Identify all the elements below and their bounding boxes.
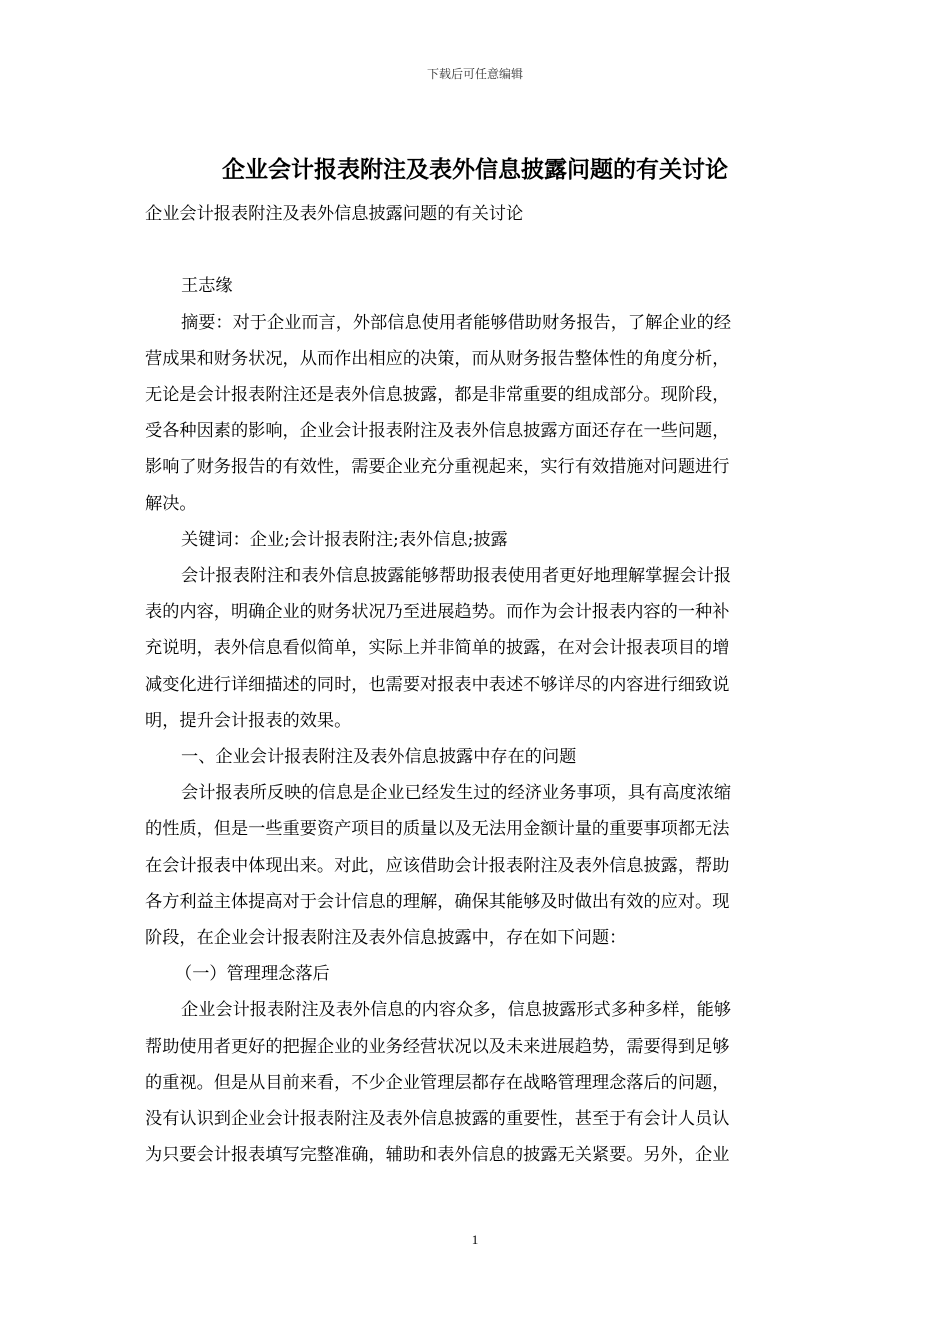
abstract-line: 摘要：对于企业而言，外部信息使用者能够借助财务报告，了解企业的经 bbox=[181, 312, 732, 333]
author-name: 王志缘 bbox=[181, 276, 233, 297]
paragraph-line: 帮助使用者更好的把握企业的业务经营状况以及未来进展趋势，需要得到足够 bbox=[145, 1036, 730, 1057]
abstract-line: 受各种因素的影响，企业会计报表附注及表外信息披露方面还存在一些问题， bbox=[145, 421, 730, 442]
paragraph-line: 的重视。但是从目前来看，不少企业管理层都存在战略管理理念落后的问题， bbox=[145, 1072, 730, 1093]
section-heading: 一、企业会计报表附注及表外信息披露中存在的问题 bbox=[181, 747, 577, 768]
paragraph-line: 的性质，但是一些重要资产项目的质量以及无法用金额计量的重要事项都无法 bbox=[145, 819, 730, 840]
header-note: 下载后可任意编辑 bbox=[426, 67, 523, 81]
subsection-heading: （一）管理理念落后 bbox=[175, 964, 330, 985]
paragraph-line: 各方利益主体提高对于会计信息的理解，确保其能够及时做出有效的应对。现 bbox=[145, 891, 730, 912]
document-body bbox=[145, 196, 808, 1173]
paragraph-line: 充说明，表外信息看似简单，实际上并非简单的披露，在对会计报表项目的增 bbox=[145, 638, 730, 659]
paragraph-line: 明，提升会计报表的效果。 bbox=[145, 710, 352, 731]
abstract-line: 无论是会计报表附注还是表外信息披露，都是非常重要的组成部分。现阶段， bbox=[145, 385, 730, 405]
blank-line bbox=[145, 232, 808, 268]
paragraph-line: 阶段，在企业会计报表附注及表外信息披露中，存在如下问题： bbox=[145, 928, 627, 949]
keywords-line: 关键词：企业;会计报表附注;表外信息;披露 bbox=[181, 529, 508, 550]
page-number: 1 bbox=[471, 1232, 479, 1247]
paragraph-line: 会计报表所反映的信息是企业已经发生过的经济业务事项，具有高度浓缩 bbox=[181, 783, 732, 804]
abstract-line: 解决。 bbox=[145, 493, 197, 514]
paragraph-line: 表的内容，明确企业的财务状况乃至进展趋势。而作为会计报表内容的一种补 bbox=[145, 602, 730, 623]
paragraph-line: 企业会计报表附注及表外信息的内容众多，信息披露形式多种多样，能够 bbox=[181, 1000, 732, 1021]
paragraph-line: 减变化进行详细描述的同时，也需要对报表中表述不够详尽的内容进行细致说 bbox=[145, 674, 730, 695]
abstract-line: 影响了财务报告的有效性，需要企业充分重视起来，实行有效措施对问题进行 bbox=[145, 457, 730, 478]
paragraph-line: 没有认识到企业会计报表附注及表外信息披露的重要性，甚至于有会计人员认 bbox=[145, 1109, 730, 1130]
abstract-line: 营成果和财务状况，从而作出相应的决策，而从财务报告整体性的角度分析， bbox=[145, 348, 730, 369]
document-subtitle: 企业会计报表附注及表外信息披露问题的有关讨论 bbox=[145, 204, 524, 224]
paragraph-line: 在会计报表中体现出来。对此，应该借助会计报表附注及表外信息披露，帮助 bbox=[145, 855, 730, 876]
document-title: 企业会计报表附注及表外信息披露问题的有关讨论 bbox=[222, 157, 728, 183]
paragraph-line: 为只要会计报表填写完整准确，辅助和表外信息的披露无关紧要。另外，企业 bbox=[145, 1145, 730, 1166]
paragraph-line: 会计报表附注和表外信息披露能够帮助报表使用者更好地理解掌握会计报 bbox=[181, 566, 732, 587]
